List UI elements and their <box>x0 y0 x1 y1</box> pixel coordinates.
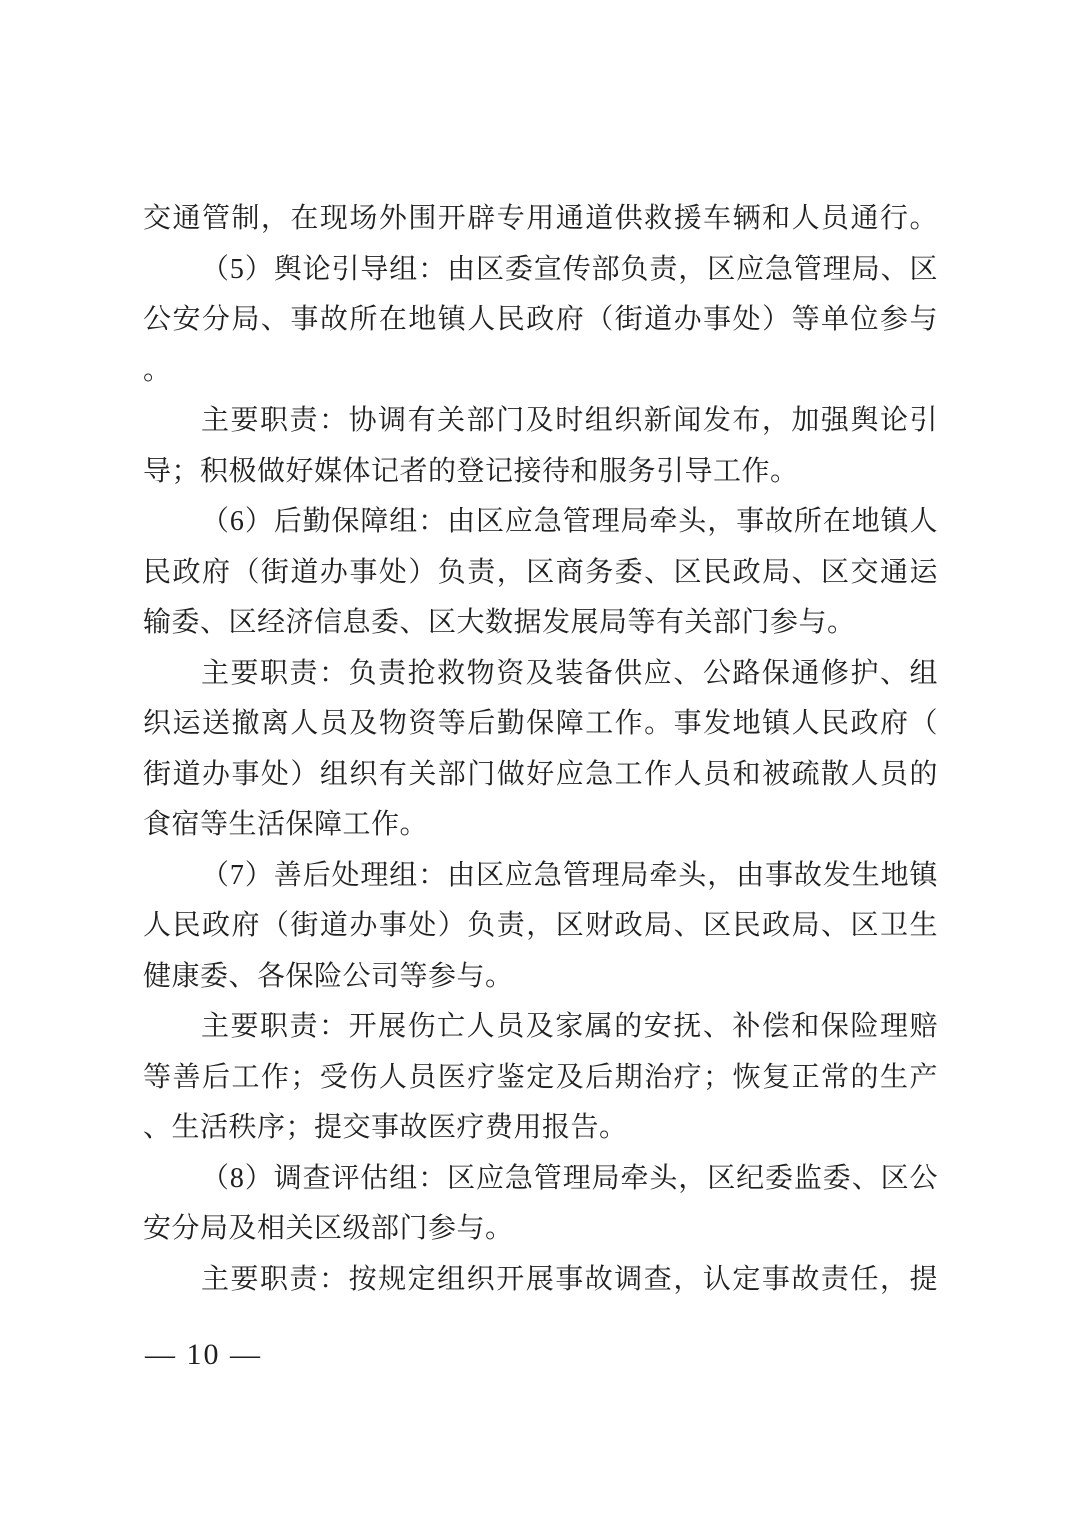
text-line: （7）善后处理组：由区应急管理局牵头，由事故发生地镇 <box>201 859 938 891</box>
text-line: 安分局及相关区级部门参与。 <box>143 1213 514 1244</box>
text-line: （8）调查评估组：区应急管理局牵头，区纪委监委、区公 <box>201 1162 938 1194</box>
text-line: 街道办事处）组织有关部门做好应急工作人员和被疏散人员的 <box>143 758 938 790</box>
text-line: 输委、区经济信息委、区大数据发展局等有关部门参与。 <box>143 607 856 638</box>
text-line: 、生活秩序；提交事故医疗费用报告。 <box>143 1112 628 1143</box>
text-line: （5）舆论引导组：由区委宣传部负责，区应急管理局、区 <box>201 253 938 285</box>
text-line: 导；积极做好媒体记者的登记接待和服务引导工作。 <box>143 455 799 487</box>
text-line: 民政府（街道办事处）负责，区商务委、区民政局、区交通运 <box>143 556 938 588</box>
page-number: — 10 — <box>145 1338 262 1371</box>
text-line: 等善后工作；受伤人员医疗鉴定及后期治疗；恢复正常的生产 <box>143 1061 938 1093</box>
text-line: 交通管制，在现场外围开辟专用通道供救援车辆和人员通行。 <box>143 203 938 234</box>
text-line: 主要职责：按规定组织开展事故调查，认定事故责任，提 <box>201 1263 938 1295</box>
text-line: 主要职责：协调有关部门及时组织新闻发布，加强舆论引 <box>201 405 938 436</box>
text-line: 公安分局、事故所在地镇人民政府（街道办事处）等单位参与 <box>143 304 938 335</box>
text-line: 织运送撤离人员及物资等后勤保障工作。事发地镇人民政府（ <box>143 708 938 739</box>
text-line: （6）后勤保障组：由区应急管理局牵头，事故所在地镇人 <box>201 506 938 537</box>
document-body <box>143 194 938 1305</box>
text-line: 食宿等生活保障工作。 <box>143 809 429 840</box>
text-line: 健康委、各保险公司等参与。 <box>143 960 514 992</box>
text-line: 。 <box>143 354 172 386</box>
text-line: 主要职责：开展伤亡人员及家属的安抚、补偿和保险理赔 <box>201 1011 938 1042</box>
text-line: 人民政府（街道办事处）负责，区财政局、区民政局、区卫生 <box>143 910 938 941</box>
text-line: 主要职责：负责抢救物资及装备供应、公路保通修护、组 <box>201 657 938 689</box>
